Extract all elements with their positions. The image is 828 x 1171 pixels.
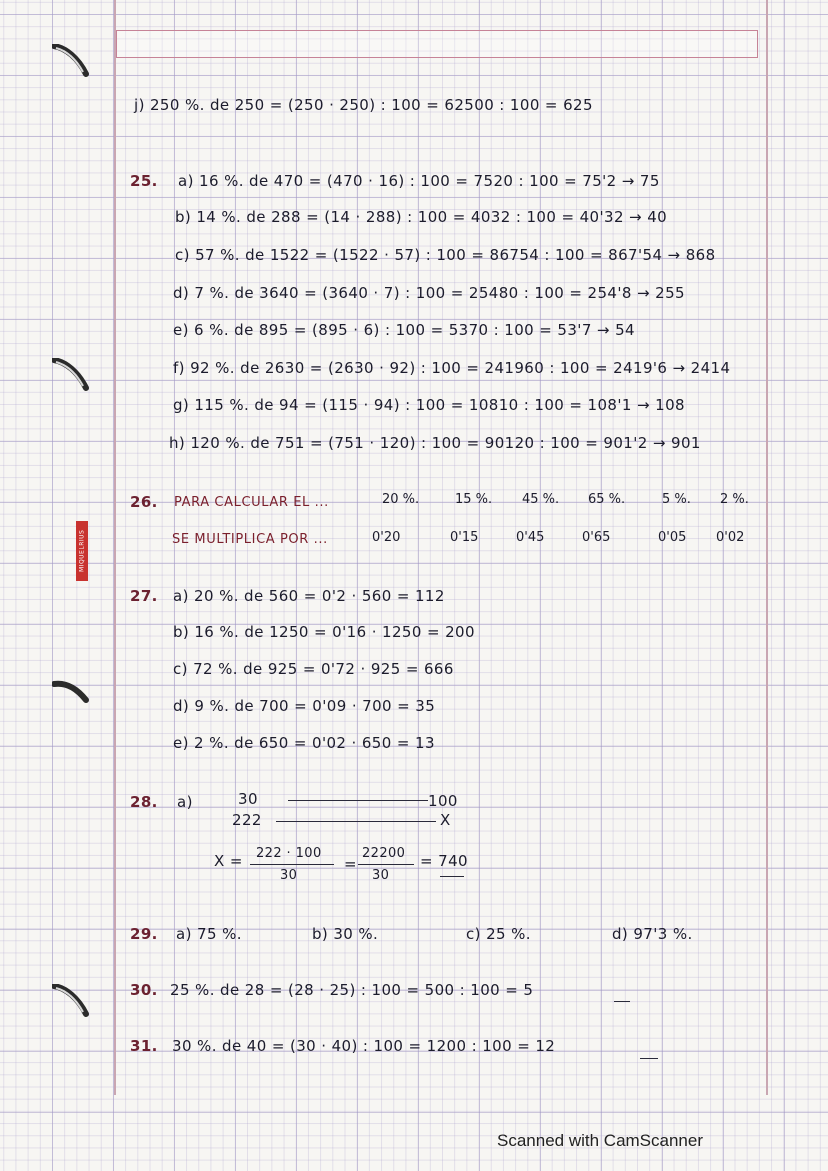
proportion-unknown: X xyxy=(440,811,451,829)
exercise-27-d: d) 9 %. de 700 = 0'09 · 700 = 35 xyxy=(173,697,436,715)
binder-ring-icon xyxy=(52,678,96,718)
fraction-numerator: 222 · 100 xyxy=(256,846,322,861)
exercise-26-row2-label: SE MULTIPLICA POR ... xyxy=(172,532,328,547)
fraction-denominator: 30 xyxy=(280,868,298,883)
margin-line-right xyxy=(766,0,768,1095)
fraction-denominator: 30 xyxy=(372,868,390,883)
table-26-percent: 20 %. xyxy=(382,492,420,507)
binder-ring-icon xyxy=(52,358,96,398)
table-26-percent: 2 %. xyxy=(720,492,749,507)
fraction-bar xyxy=(358,864,414,865)
exercise-27-a: a) 20 %. de 560 = 0'2 · 560 = 112 xyxy=(173,587,445,605)
answer-underline xyxy=(614,1001,630,1002)
exercise-27-e: e) 2 %. de 650 = 0'02 · 650 = 13 xyxy=(173,734,435,752)
exercise-25-c: c) 57 %. de 1522 = (1522 · 57) : 100 = 86754 : 100 = 867'54 → 868 xyxy=(175,246,716,264)
binder-ring-icon xyxy=(52,44,96,84)
exercise-29-number: 29. xyxy=(130,925,158,943)
table-26-percent: 65 %. xyxy=(588,492,626,507)
table-26-percent: 45 %. xyxy=(522,492,560,507)
table-26-factor: 0'65 xyxy=(582,530,611,545)
exercise-29-d: d) 97'3 %. xyxy=(612,925,693,943)
table-26-percent: 5 %. xyxy=(662,492,691,507)
proportion-value: 100 xyxy=(428,792,458,810)
answer-underline xyxy=(640,1058,658,1059)
table-26-factor: 0'20 xyxy=(372,530,401,545)
fraction-bar xyxy=(250,864,334,865)
exercise-25-d: d) 7 %. de 3640 = (3640 · 7) : 100 = 25480 : 100 = 254'8 → 255 xyxy=(173,284,685,302)
exercise-27-b: b) 16 %. de 1250 = 0'16 · 1250 = 200 xyxy=(173,623,475,641)
table-26-factor: 0'15 xyxy=(450,530,479,545)
exercise-29-b: b) 30 %. xyxy=(312,925,379,943)
margin-line-left xyxy=(114,0,116,1095)
proportion-value: 222 xyxy=(232,811,262,829)
exercise-29-c: c) 25 %. xyxy=(466,925,531,943)
header-box xyxy=(116,30,758,58)
equation-lhs: X = xyxy=(214,852,243,870)
table-26-factor: 0'05 xyxy=(658,530,687,545)
exercise-25-b: b) 14 %. de 288 = (14 · 288) : 100 = 4032 : 100 = 40'32 → 40 xyxy=(175,208,668,226)
notebook-brand-logo: MIQUELRIUS xyxy=(76,521,88,581)
exercise-25-number: 25. xyxy=(130,172,158,190)
table-26-factor: 0'45 xyxy=(516,530,545,545)
proportion-line xyxy=(288,800,428,801)
table-26-factor: 0'02 xyxy=(716,530,745,545)
table-26-percent: 15 %. xyxy=(455,492,493,507)
exercise-29-a: a) 75 %. xyxy=(176,925,242,943)
exercise-25-f: f) 92 %. de 2630 = (2630 · 92) : 100 = 241960 : 100 = 2419'6 → 2414 xyxy=(173,359,731,377)
exercise-25-a: a) 16 %. de 470 = (470 · 16) : 100 = 7520 : 100 = 75'2 → 75 xyxy=(178,172,660,190)
result-underline xyxy=(440,876,464,877)
exercise-30-number: 30. xyxy=(130,981,158,999)
exercise-25-g: g) 115 %. de 94 = (115 · 94) : 100 = 10810 : 100 = 108'1 → 108 xyxy=(173,396,685,414)
line-j: j) 250 %. de 250 = (250 · 250) : 100 = 62500 : 100 = 625 xyxy=(134,96,593,114)
fraction-numerator: 22200 xyxy=(362,846,406,861)
equation-result: = 740 xyxy=(420,852,468,870)
exercise-31-number: 31. xyxy=(130,1037,158,1055)
exercise-25-h: h) 120 %. de 751 = (751 · 120) : 100 = 90120 : 100 = 901'2 → 901 xyxy=(169,434,701,452)
exercise-28-number: 28. xyxy=(130,793,158,811)
proportion-line xyxy=(276,821,436,822)
exercise-25-e: e) 6 %. de 895 = (895 · 6) : 100 = 5370 : 100 = 53'7 → 54 xyxy=(173,321,635,339)
exercise-26-row1-label: PARA CALCULAR EL ... xyxy=(174,495,329,510)
proportion-value: 30 xyxy=(238,790,258,808)
equals-sign: = xyxy=(344,855,357,873)
exercise-30-text: 25 %. de 28 = (28 · 25) : 100 = 500 : 100 = 5 xyxy=(170,981,534,999)
exercise-31-text: 30 %. de 40 = (30 · 40) : 100 = 1200 : 100 = 12 xyxy=(172,1037,556,1055)
scanner-watermark: Scanned with CamScanner xyxy=(497,1131,704,1150)
binder-ring-icon xyxy=(52,984,96,1024)
exercise-28-a-label: a) xyxy=(177,793,193,811)
exercise-27-c: c) 72 %. de 925 = 0'72 · 925 = 666 xyxy=(173,660,454,678)
exercise-26-number: 26. xyxy=(130,493,158,511)
exercise-27-number: 27. xyxy=(130,587,158,605)
